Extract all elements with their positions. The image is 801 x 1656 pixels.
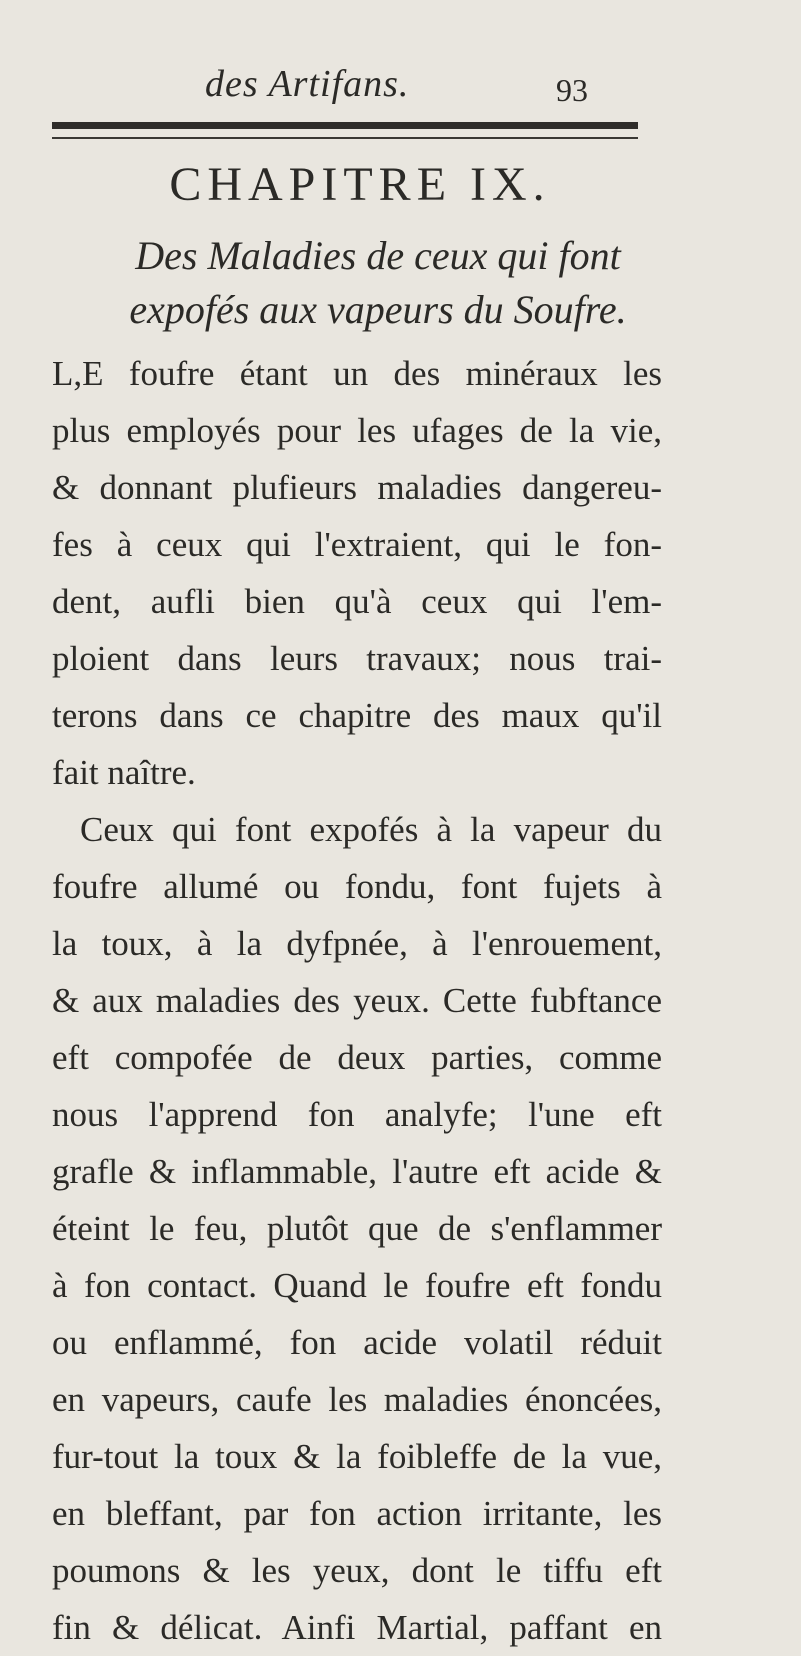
text-line: éteint le feu, plutôt que de s'enflammer (52, 1209, 662, 1248)
text-line: Ceux qui font expofés à la vapeur du (80, 810, 662, 849)
paragraph-2 (52, 801, 662, 1656)
text-line: ou enflammé, fon acide volatil réduit (52, 1323, 662, 1362)
header-rule-thin (52, 137, 638, 139)
text-line: fait naître. (52, 753, 196, 792)
text-line: dent, aufli bien qu'à ceux qui l'em- (52, 582, 662, 621)
text-line: foufre allumé ou fondu, font fujets à (52, 867, 662, 906)
text-line: fin & délicat. Ainfi Martial, paffant en (52, 1608, 662, 1647)
text-line: L,E foufre étant un des minéraux les (52, 354, 662, 393)
chapter-title: CHAPITRE IX. (169, 158, 551, 211)
text-line: en bleffant, par fon action irritante, les (52, 1494, 662, 1533)
page-number: 93 (556, 72, 588, 108)
text-line: en vapeurs, caufe les maladies énoncées, (52, 1380, 662, 1419)
text-line: à fon contact. Quand le foufre eft fondu (52, 1266, 662, 1305)
text-line: fur-tout la toux & la foibleffe de la vue, (52, 1437, 662, 1476)
header-rule-thick (52, 122, 638, 129)
text-line: nous l'apprend fon analyfe; l'une eft (52, 1095, 662, 1134)
text-line: & aux maladies des yeux. Cette fubftance (52, 981, 662, 1020)
text-line: & donnant plufieurs maladies dangereu- (52, 468, 662, 507)
body-text (52, 345, 662, 1656)
text-line: poumons & les yeux, dont le tiffu eft (52, 1551, 662, 1590)
paragraph-1 (52, 345, 662, 801)
text-line: fes à ceux qui l'extraient, qui le fon- (52, 525, 662, 564)
text-line: terons dans ce chapitre des maux qu'il (52, 696, 662, 735)
chapter-subtitle-line-1: Des Maladies de ceux qui font (135, 233, 621, 278)
running-title: des Artifans. (205, 63, 410, 105)
text-line: eft compofée de deux parties, comme (52, 1038, 662, 1077)
text-line: la toux, à la dyfpnée, à l'enrouement, (52, 924, 662, 963)
chapter-subtitle-line-2: expofés aux vapeurs du Soufre. (129, 287, 627, 332)
text-line: grafle & inflammable, l'autre eft acide & (52, 1152, 662, 1191)
text-line: ploient dans leurs travaux; nous trai- (52, 639, 662, 678)
text-line: plus employés pour les ufages de la vie, (52, 411, 662, 450)
